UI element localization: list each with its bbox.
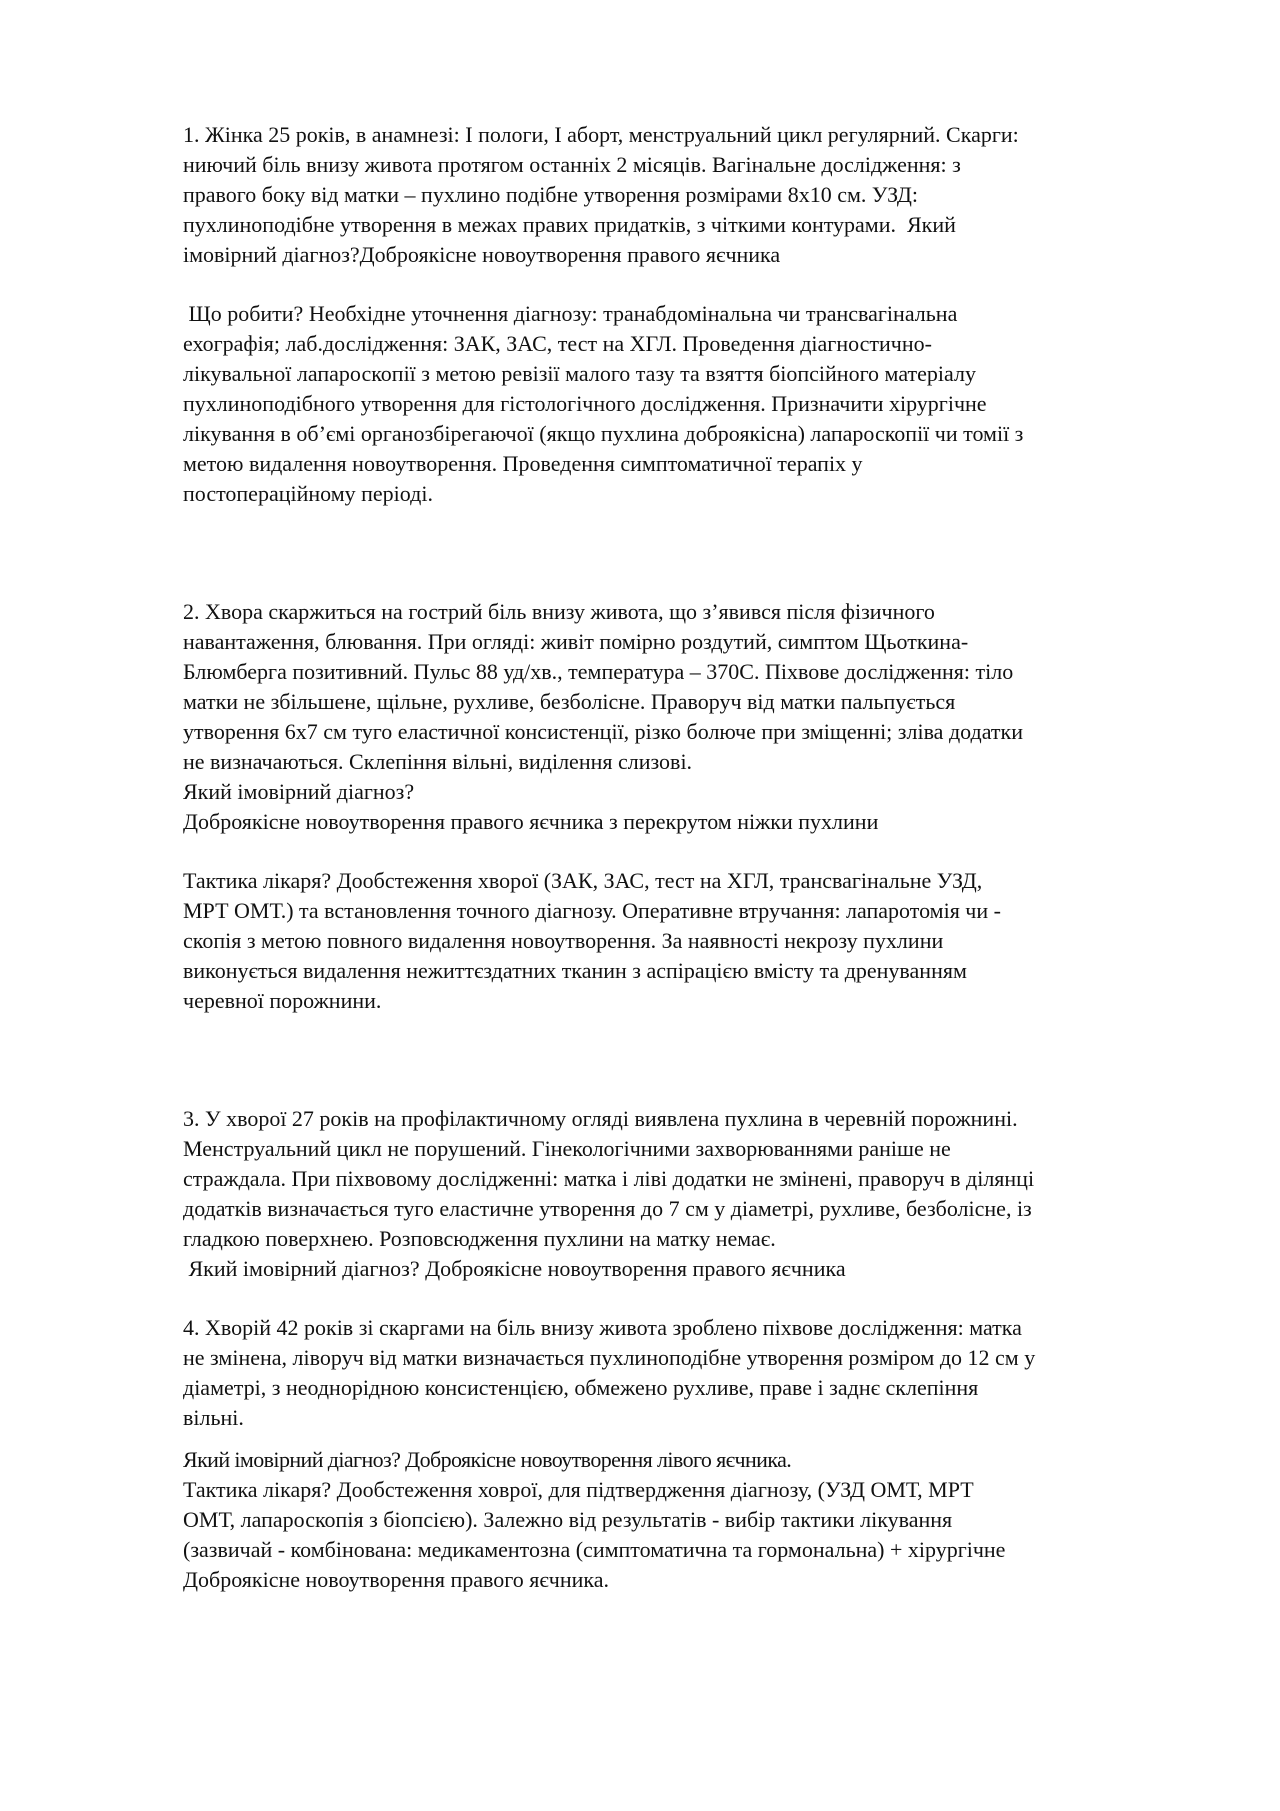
case-1-line-5: імовірний діагноз?Доброякісне новоутворення правого яєчника bbox=[183, 242, 781, 267]
case-2-answer-line-1: Тактика лікаря? Дообстеження хворої (ЗАК, ЗАС, тест на ХГЛ, трансвагінальне УЗД, bbox=[183, 868, 983, 893]
spacer bbox=[183, 1016, 1203, 1104]
case-1-answer-line-5: лікування в об’ємі органозбірегаючої (якщо пухлина доброякісна) лапароскопії чи томії з bbox=[183, 421, 1024, 446]
document-body bbox=[183, 120, 1203, 1595]
case-4-answer-line-2: ОМТ, лапароскопія з біопсією). Залежно від результатів - вибір тактики лікування bbox=[183, 1507, 953, 1532]
case-1-question bbox=[183, 120, 1203, 270]
case-1-answer-line-3: лікувальної лапароскопії з метою ревізії малого тазу та взяття біопсійного матеріалу bbox=[183, 361, 976, 386]
spacer bbox=[183, 1433, 1203, 1445]
spacer bbox=[183, 270, 1203, 299]
case-2-answer-line-4: виконується видалення нежиттєздатних тканин з аспірацією вмісту та дренуванням bbox=[183, 958, 967, 983]
spacer bbox=[183, 837, 1203, 866]
case-1-answer-line-2: ехографія; лаб.дослідження: ЗАК, ЗАС, тест на ХГЛ. Проведення діагностично- bbox=[183, 331, 932, 356]
case-4-line-4: вільні. bbox=[183, 1405, 244, 1430]
case-1-answer-line-7: постопераційному періоді. bbox=[183, 481, 433, 506]
case-1-answer-line-1: Що робити? Необхідне уточнення діагнозу: транабдомінальна чи трансвагінальна bbox=[183, 301, 958, 326]
case-4-question bbox=[183, 1313, 1203, 1433]
case-2-line-8: Доброякісне новоутворення правого яєчника з перекрутом ніжки пухлини bbox=[183, 809, 879, 834]
case-1-answer bbox=[183, 299, 1203, 509]
case-3-line-6: Який імовірний діагноз? Доброякісне новоутворення правого яєчника bbox=[183, 1256, 846, 1281]
case-1-line-3: правого боку від матки – пухлино подібне утворення розмірами 8х10 см. УЗД: bbox=[183, 182, 918, 207]
case-3-question bbox=[183, 1104, 1203, 1284]
case-1-answer-line-6: метою видалення новоутворення. Проведення симптоматичної терапіх у bbox=[183, 451, 863, 476]
spacer bbox=[183, 1284, 1203, 1313]
case-2-line-4: матки не збільшене, щільне, рухливе, безболісне. Праворуч від матки пальпується bbox=[183, 689, 956, 714]
case-3-line-3: страждала. При піхвовому дослідженні: матка і ліві додатки не змінені, праворуч в ділянці bbox=[183, 1166, 1035, 1191]
case-4-diagnosis: Який імовірний діагноз? Доброякісне новоутворення лівого яєчника. bbox=[183, 1447, 792, 1472]
case-4-answer-line-1: Тактика лікаря? Дообстеження ховрої, для підтвердження діагнозу, (УЗД ОМТ, МРТ bbox=[183, 1477, 974, 1502]
case-2-line-3: Блюмберга позитивний. Пульс 88 уд/хв., температура – 370С. Піхвове дослідження: тіло bbox=[183, 659, 1014, 684]
case-4-line-1: 4. Хворій 42 років зі скаргами на біль внизу живота зроблено піхвове дослідження: матка bbox=[183, 1315, 1022, 1340]
case-2-line-7: Який імовірний діагноз? bbox=[183, 779, 415, 804]
case-1-line-4: пухлиноподібне утворення в межах правих придатків, з чіткими контурами. Який bbox=[183, 212, 956, 237]
case-4-line-3: діаметрі, з неоднорідною консистенцією, обмежено рухливе, праве і заднє склепіння bbox=[183, 1375, 979, 1400]
case-2-line-5: утворення 6х7 см туго еластичної консистенції, різко болюче при зміщенні; зліва додатки bbox=[183, 719, 1023, 744]
case-1-line-1: 1. Жінка 25 років, в анамнезі: І пологи, І аборт, менструальний цикл регулярний. Скарги: bbox=[183, 122, 1019, 147]
case-3-line-2: Менструальний цикл не порушений. Гінекологічними захворюваннями раніше не bbox=[183, 1136, 951, 1161]
case-3-line-5: гладкою поверхнею. Розповсюдження пухлини на матку немає. bbox=[183, 1226, 776, 1251]
case-3-line-4: додатків визначається туго еластичне утворення до 7 см у діаметрі, рухливе, безболісне, із bbox=[183, 1196, 1032, 1221]
case-1-answer-line-4: пухлиноподібного утворення для гістологічного дослідження. Призначити хірургічне bbox=[183, 391, 987, 416]
case-2-answer-line-3: скопія з метою повного видалення новоутворення. За наявності некрозу пухлини bbox=[183, 928, 944, 953]
case-2-answer bbox=[183, 866, 1203, 1016]
case-2-answer-line-2: МРТ ОМТ.) та встановлення точного діагнозу. Оперативне втручання: лапаротомія чи - bbox=[183, 898, 1001, 923]
case-4-answer bbox=[183, 1475, 1203, 1595]
case-2-question bbox=[183, 597, 1203, 837]
case-3-line-1: 3. У хворої 27 років на профілактичному огляді виявлена пухлина в черевній порожнині. bbox=[183, 1106, 1018, 1131]
case-2-answer-line-5: черевної порожнини. bbox=[183, 988, 382, 1013]
spacer bbox=[183, 509, 1203, 597]
case-4-answer-line-3: (зазвичай - комбінована: медикаментозна (симптоматична та гормональна) + хірургічне bbox=[183, 1537, 1006, 1562]
case-2-line-6: не визначаються. Склепіння вільні, виділення слизові. bbox=[183, 749, 693, 774]
case-2-line-1: 2. Хвора скаржиться на гострий біль внизу живота, що з’явився після фізичного bbox=[183, 599, 935, 624]
case-4-line-2: не змінена, ліворуч від матки визначається пухлиноподібне утворення розміром до 12 см у bbox=[183, 1345, 1036, 1370]
case-2-line-2: навантаження, блювання. При огляді: живіт помірно роздутий, симптом Щьоткина- bbox=[183, 629, 969, 654]
case-4-answer-line-4: Доброякісне новоутворення правого яєчника. bbox=[183, 1567, 610, 1592]
case-1-line-2: ниючий біль внизу живота протягом останніх 2 місяців. Вагінальне дослідження: з bbox=[183, 152, 961, 177]
